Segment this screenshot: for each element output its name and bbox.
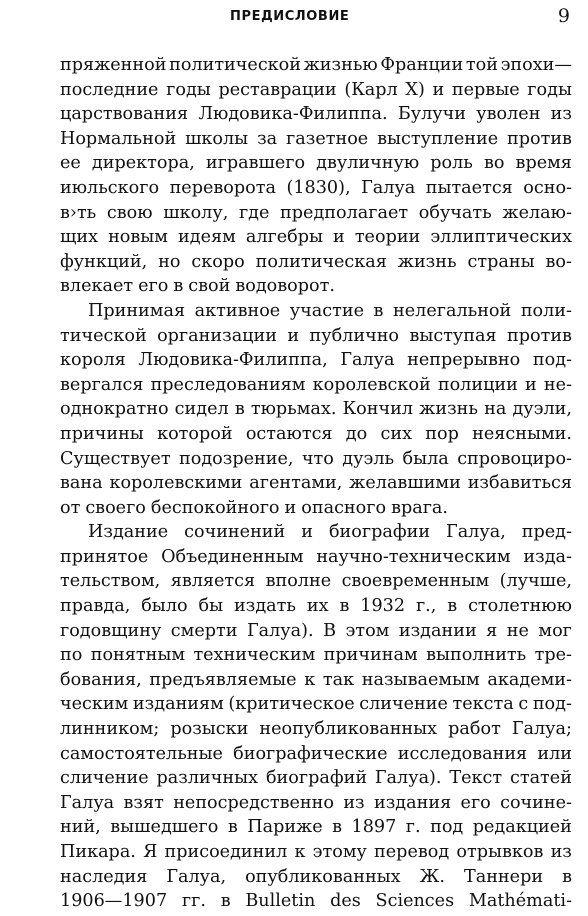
text-line: ее директора, игравшего двуличную роль во время [60, 153, 572, 174]
text-line: от своего беспокойного и опасного врага. [60, 497, 449, 518]
text-line: бования, предъявляемые к так называемым академи- [60, 669, 572, 690]
text-line: пряженной политической жизнью Франции той эпохи— [60, 55, 572, 75]
text-line: ческим изданиям (критическое сличение текста с под- [60, 694, 572, 715]
text-line: самостоятельные биографические исследования или [60, 743, 572, 764]
text-line: годовщину смерти Галуа). В этом издании я не мог [60, 620, 572, 641]
text-line: последние годы реставрации (Карл X) и первые годы [60, 79, 572, 100]
text-line: Принимая активное участие в нелегальной поли- [88, 300, 572, 321]
text-line: вана королевскими агентами, желавшими избавиться [60, 473, 572, 494]
text-line: Нормальной школы за газетное выступление против [60, 128, 572, 149]
text-line: правда, было бы издать их в 1932 г., в столетнюю [60, 596, 572, 617]
text-line: принятое Объединенным научно-техническим изда- [60, 546, 572, 567]
text-line: Существует подозрение, что дуэль была спровоциро- [60, 448, 572, 469]
text-line: тической организации и публично выступая против [60, 325, 572, 346]
page-header [58, 6, 578, 30]
page-number: 9 [557, 5, 570, 27]
text-line: линником; розыски неопубликованных работ Галуа; [60, 719, 572, 740]
text-line: июльского переворота (1830), Галуа пытается осно- [60, 177, 572, 198]
text-line: Пикара. Я присоединил к этому перевод отрывков из [60, 842, 572, 862]
running-title: ПРЕДИСЛОВИЕ [230, 9, 350, 24]
text-line: 1906—1907 гг. в Bulletin des Sciences Mathémati- [60, 891, 572, 912]
text-line: сличение различных биографий Галуа). Текст статей [60, 768, 572, 789]
text-line: по понятным техническим причинам выполнить тре- [60, 645, 572, 666]
text-line: причины которой остаются до сих пор неясными. [60, 423, 572, 444]
body-text [60, 53, 572, 914]
text-line: функций, но скоро политическая жизнь страны во- [60, 251, 572, 272]
text-line: Издание сочинений и биографии Галуа, пред- [88, 522, 572, 543]
text-line: наследия Галуа, опубликованных Ж. Таннери в [60, 866, 572, 887]
text-line: короля Людовика-Филиппа, Галуа непрерывно под- [60, 350, 572, 371]
text-line: влекает его в свой водоворот. [60, 276, 335, 297]
text-line: тельством, является вполне своевременным (лучше, [60, 571, 572, 592]
text-line: царствования Людовика-Филиппа. Булучи уволен из [60, 104, 572, 125]
text-line: ний, вышедшего в Париже в 1897 г. под редакцией [60, 817, 572, 838]
text-line: вергался преследованиям королевской полиции и не- [60, 374, 572, 395]
text-line: однократно сидел в тюрьмах. Кончил жизнь на дуэли, [60, 399, 572, 420]
text-line: в›ть свою школу, где предполагает обучать желаю- [60, 202, 572, 223]
text-line: щих новым идеям алгебры и теории эллиптических [60, 227, 572, 248]
text-line: Галуа взят непосредственно из издания его сочине- [60, 792, 572, 813]
